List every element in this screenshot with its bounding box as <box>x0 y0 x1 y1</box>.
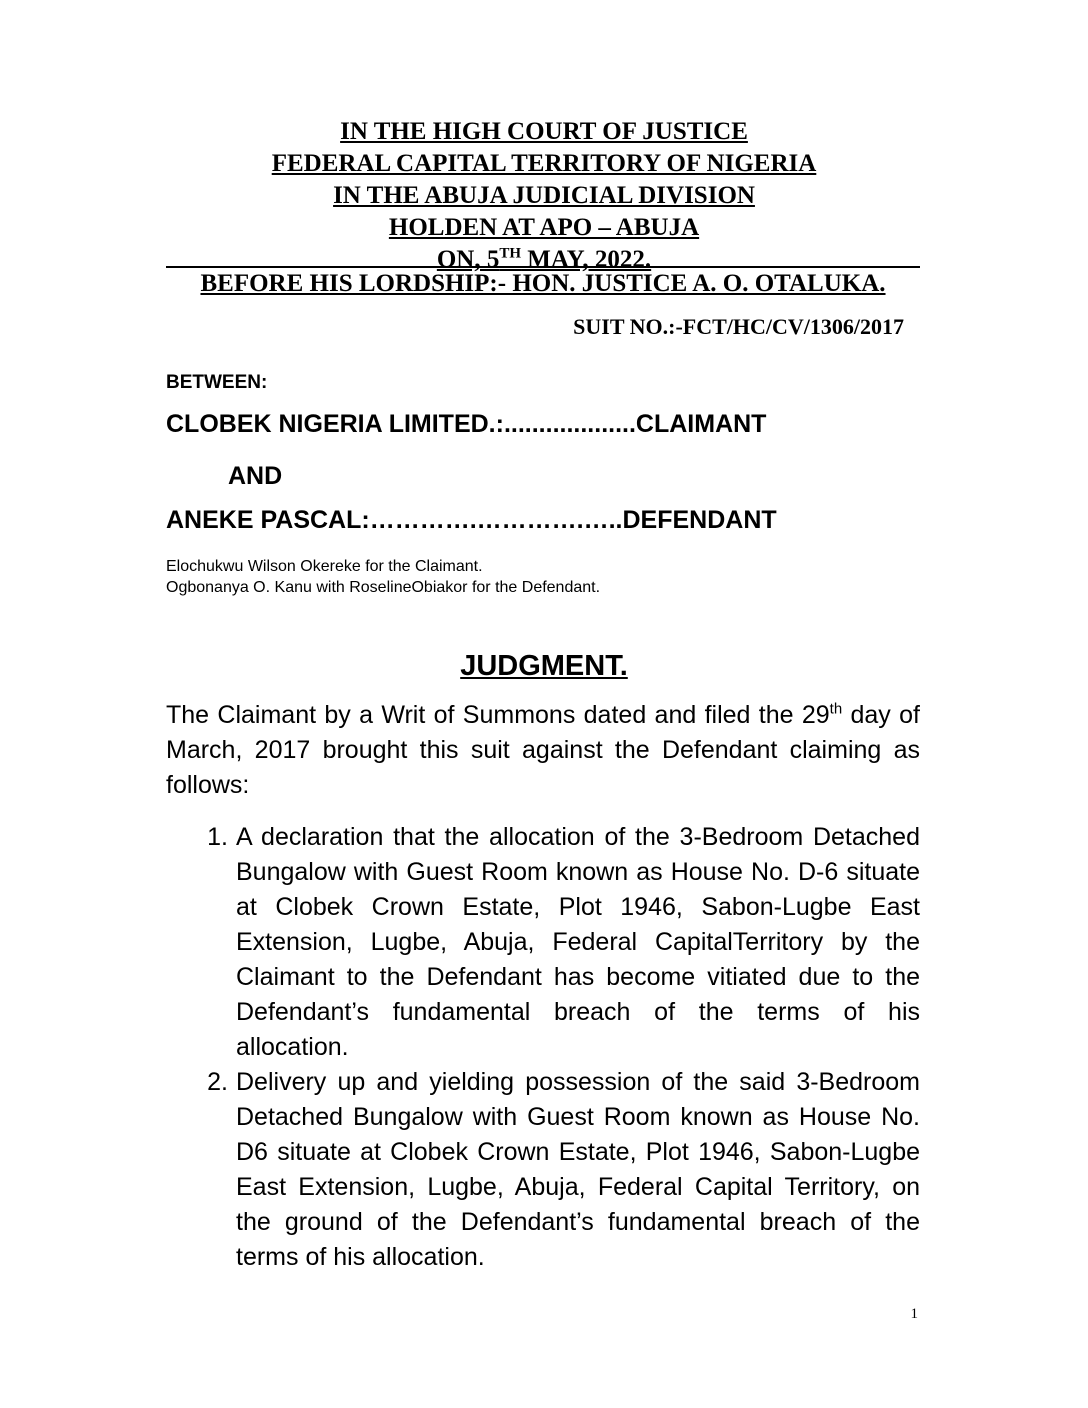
intro-ordinal: th <box>829 700 843 718</box>
holden-location: HOLDEN AT APO – ABUJA <box>388 214 700 241</box>
intro-part1: The Claimant by a Writ of Summons dated and filed the 29 <box>166 701 830 729</box>
claims-list <box>166 820 920 1275</box>
claim-text: A declaration that the allocation of the 3-Bedroom Detached Bungalow with Guest Room known as House No. D-6 situate at Clobek Crown Estate, Plot 1946, Sabon-Lugbe East Extension, Lugbe, Abuja, Federal CapitalTerritory by the Claimant to the Defendant has become vitiated due to the Defendant’s fundamental breach of the terms of his allocation. <box>236 823 920 1061</box>
claimant-party: CLOBEK NIGERIA LIMITED.:...................CLAIMANT <box>166 410 767 438</box>
claim-item <box>166 820 920 1065</box>
page-number: 1 <box>910 1306 918 1322</box>
territory-name: FEDERAL CAPITAL TERRITORY OF NIGERIA <box>271 150 817 177</box>
intro-part2: day of March, 2017 brought this suit against the Defendant claiming as follows: <box>166 701 920 799</box>
date-suffix: MAY, 2022. <box>521 246 652 273</box>
between-label: BETWEEN: <box>166 372 268 393</box>
suit-number: SUIT NO.:-FCT/HC/CV/1306/2017 <box>573 314 904 339</box>
claim-text: Delivery up and yielding possession of the said 3-Bedroom Detached Bungalow with Guest Room known as House No. D6 situate at Clobek Crown Estate, Plot 1946, Sabon-Lugbe East Extension, Lugbe, Abuja, Federal Capital Territory, on the ground of the Defendant’s fundamental breach of the terms of his allocation. <box>236 1068 920 1271</box>
judgment-title: JUDGMENT. <box>460 650 628 682</box>
claimant-counsel: Elochukwu Wilson Okereke for the Claimant. <box>166 558 483 575</box>
division-name: IN THE ABUJA JUDICIAL DIVISION <box>333 182 755 209</box>
court-header <box>0 116 1088 276</box>
defendant-counsel: Ogbonanya O. Kanu with RoselineObiakor for the Defendant. <box>166 579 601 596</box>
date-ordinal: TH <box>499 245 522 262</box>
court-name: IN THE HIGH COURT OF JUSTICE <box>340 118 748 145</box>
and-label: AND <box>228 462 283 490</box>
judgment-intro <box>166 698 920 803</box>
defendant-party: ANEKE PASCAL:………….………….…..DEFENDANT <box>166 506 777 534</box>
claim-item <box>166 1065 920 1275</box>
date-prefix: ON, 5 <box>436 246 500 273</box>
claim-number: 2. <box>207 1068 228 1096</box>
presiding-judge: BEFORE HIS LORDSHIP:- HON. JUSTICE A. O. OTALUKA. <box>200 270 886 297</box>
claim-number: 1. <box>207 823 228 851</box>
